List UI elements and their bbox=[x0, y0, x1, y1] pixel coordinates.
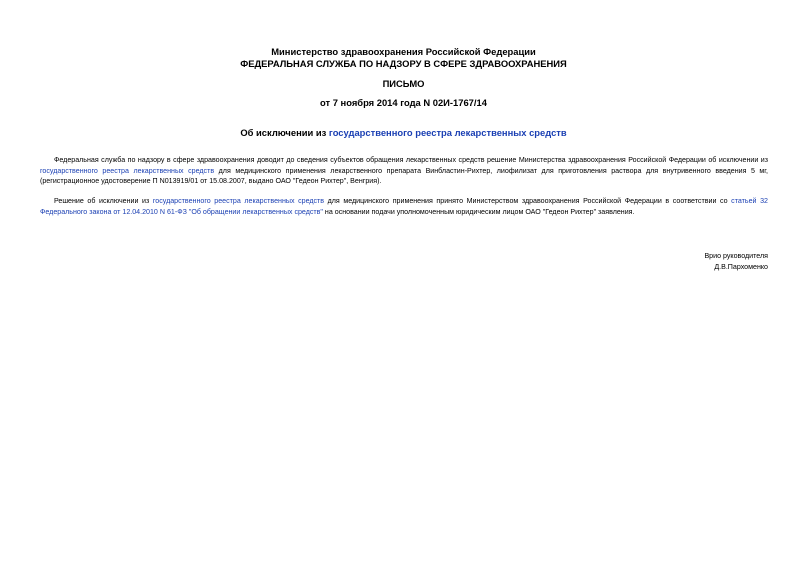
signature-block bbox=[704, 251, 768, 272]
registry-link[interactable]: государственного реестра лекарственных средств bbox=[152, 197, 325, 205]
registry-link[interactable]: государственного реестра лекарственных средств bbox=[328, 127, 567, 138]
paragraph-1 bbox=[40, 155, 768, 187]
paragraph-1-text-b: для медицинского применения лекарственного препарата Винбластин-Рихтер, лиофилизат для приготовления раствора для внутривенного введения 5 мг, (регистрационное удостоверение П N013919/01 от 15.08.2007, выдано ОАО "Гедеон Рихтер", Венгрия). bbox=[40, 166, 769, 186]
service-name: ФЕДЕРАЛЬНАЯ СЛУЖБА ПО НАДЗОРУ В СФЕРЕ ЗДРАВООХРАНЕНИЯ bbox=[240, 57, 567, 69]
subject-prefix: Об исключении из bbox=[240, 127, 329, 138]
document-subject bbox=[0, 127, 807, 138]
paragraph-2-text-c: на основании подачи уполномоченным юридическим лицом ОАО "Гедеон Рихтер" заявления. bbox=[322, 207, 635, 216]
federal-law-article-link[interactable]: статьей 32 Федерального закона от 12.04.2010 N 61-ФЗ "Об обращении лекарственных средств" bbox=[40, 197, 768, 216]
signatory-name: Д.В.Пархоменко bbox=[714, 262, 768, 271]
signatory-position: Врио руководителя bbox=[704, 252, 768, 260]
ministry-name: Министерство здравоохранения Российской Федерации bbox=[271, 46, 536, 57]
paragraph-2-text-b: для медицинского применения принято Министерством здравоохранения Российской Федерации в соответствии со bbox=[324, 197, 732, 205]
paragraph-1-text-a: Федеральная служба по надзору в сфере здравоохранения доводит до сведения субъектов обращения лекарственных средств решение Министерства здравоохранения Российской Федерации об исключении из bbox=[54, 156, 768, 164]
paragraph-2-text-a: Решение об исключении из bbox=[54, 197, 153, 205]
document-type: ПИСЬМО bbox=[382, 78, 425, 89]
registry-link[interactable]: государственного реестра лекарственных средств bbox=[40, 166, 215, 175]
paragraph-2 bbox=[40, 196, 768, 217]
document-header bbox=[0, 46, 807, 69]
document-date-number: от 7 ноября 2014 года N 02И-1767/14 bbox=[320, 97, 487, 108]
